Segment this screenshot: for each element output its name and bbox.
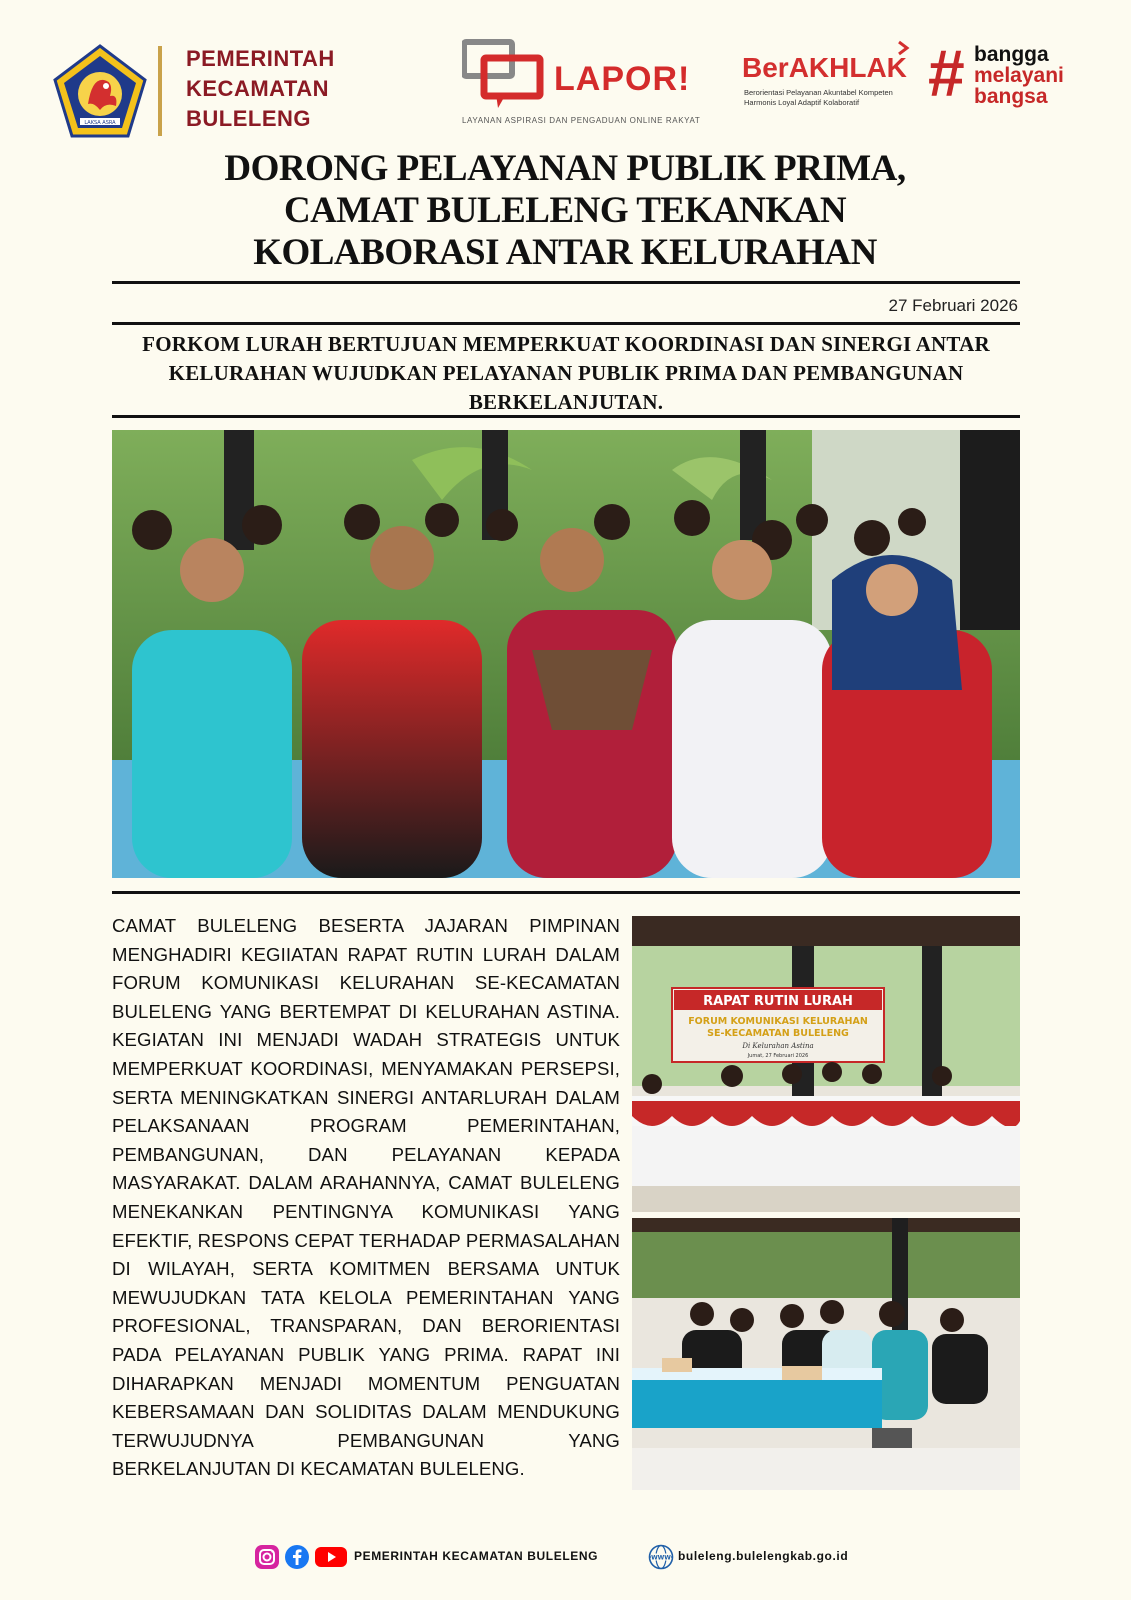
bangga-line-2: melayani: [974, 64, 1064, 87]
emblem-motto: LAKSA ASRA: [84, 120, 116, 126]
berakhlak-logo: [742, 52, 942, 122]
banner-line-5: Jumat, 27 Februari 2026: [747, 1053, 809, 1059]
title-rule: [112, 281, 1020, 284]
akhlak-line-2: Harmonis Loyal Adaptif Kolaboratif: [744, 98, 860, 107]
chat-bubble-icon: [462, 38, 552, 112]
article-subtitle: [112, 330, 1020, 417]
government-name: [186, 44, 335, 134]
website-badge: WWW: [651, 1554, 671, 1562]
akhlak-line-1: Berorientasi Pelayanan Akuntabel Kompeten: [744, 88, 893, 97]
banner-line-3: SE-KECAMATAN BULELENG: [707, 1028, 849, 1039]
bangga-line-3: bangsa: [974, 85, 1048, 108]
title-line-2: CAMAT BULELENG TEKANKAN: [283, 190, 847, 231]
group-photo: [112, 430, 1020, 878]
date-rule: [112, 322, 1020, 325]
lapor-logo: [462, 38, 712, 128]
gov-line-3: BULELENG: [186, 106, 311, 131]
globe-icon: [648, 1544, 674, 1570]
instagram-icon[interactable]: [254, 1544, 280, 1570]
banner-line-4: Di Kelurahan Astina: [742, 1042, 814, 1050]
gov-line-1: PEMERINTAH: [186, 46, 335, 71]
bangga-text: [974, 44, 1064, 107]
title-line-3: KOLABORASI ANTAR KELURAHAN: [253, 232, 877, 273]
chevron-right-icon: [896, 40, 912, 56]
meeting-photo-banner: [632, 916, 1020, 1212]
gov-line-2: KECAMATAN: [186, 76, 329, 101]
title-line-1: DORONG PELAYANAN PUBLIK PRIMA,: [224, 148, 906, 189]
akhlak-values: [744, 88, 893, 108]
bangga-melayani-logo: [928, 36, 1078, 114]
article-body: CAMAT BULELENG BESERTA JAJARAN PIMPINAN MENGHADIRI KEGIIATAN RAPAT RUTIN LURAH DALAM FORUM KOMUNIKASI KELURAHAN SE-KECAMATAN BULELENG YANG BERTEMPAT DI KELURAHAN ASTINA. KEGIATAN INI MENJADI WADAH STRATEGIS UNTUK MEMPERKUAT KOORDINASI, MENYAMAKAN PERSEPSI, SERTA MENINGKATKAN SINERGI ANTARLURAH DALAM PELAKSANAAN PROGRAM PEMERINTAHAN, PEMBANGUNAN, DAN PELAYANAN KEPADA MASYARAKAT. DALAM ARAHANNYA, CAMAT BULELENG MENEKANKAN PENTINGNYA KOMUNIKASI YANG EFEKTIF, RESPONS CEPAT TERHADAP PERMASALAHAN DI WILAYAH, SERTA KOMITMEN BERSAMA UNTUK MEWUJUDKAN TATA KELOLA PEMERINTAHAN YANG PROFESIONAL, TRANSPARAN, DAN BERORIENTASI PADA PELAYANAN PUBLIK YANG PRIMA. RAPAT INI DIHARAPKAN MENJADI MOMENTUM PENGUATAN KEBERSAMAAN DAN SOLIDITAS DALAM MENDUKUNG TERWUJUDNYA PEMBANGUNAN YANG BERKELANJUTAN DI KECAMATAN BULELENG.: [112, 915, 620, 1480]
subtitle-line-1: FORKOM LURAH BERTUJUAN MEMPERKUAT KOORDINASI DAN SINERGI ANTAR: [142, 332, 990, 356]
photo-rule: [112, 891, 1020, 894]
lapor-brand: LAPOR!: [554, 60, 691, 98]
facebook-icon[interactable]: [284, 1544, 310, 1570]
banner-line-1: RAPAT RUTIN LURAH: [703, 994, 853, 1009]
article-date: 27 Februari 2026: [888, 296, 1018, 315]
hashtag-symbol: #: [928, 36, 965, 110]
kecamatan-emblem: [52, 44, 148, 140]
subtitle-line-3: BERKELANJUTAN.: [468, 390, 664, 414]
header-divider: [158, 46, 162, 136]
article-title: [110, 148, 1020, 274]
meeting-photo-table: [632, 1218, 1020, 1490]
youtube-icon[interactable]: [314, 1544, 348, 1570]
subtitle-line-2: KELURAHAN WUJUDKAN PELAYANAN PUBLIK PRIMA DAN PEMBANGUNAN: [168, 361, 964, 385]
subtitle-rule: [112, 415, 1020, 418]
social-handle: PEMERINTAH KECAMATAN BULELENG: [354, 1549, 599, 1563]
banner-line-2: FORUM KOMUNIKASI KELURAHAN: [688, 1016, 868, 1027]
website-link[interactable]: buleleng.bulelengkab.go.id: [678, 1549, 849, 1563]
lapor-tagline: LAYANAN ASPIRASI DAN PENGADUAN ONLINE RAKYAT: [462, 116, 701, 125]
akhlak-brand: BerAKHLAK: [742, 52, 907, 83]
bangga-line-1: bangga: [974, 43, 1049, 66]
